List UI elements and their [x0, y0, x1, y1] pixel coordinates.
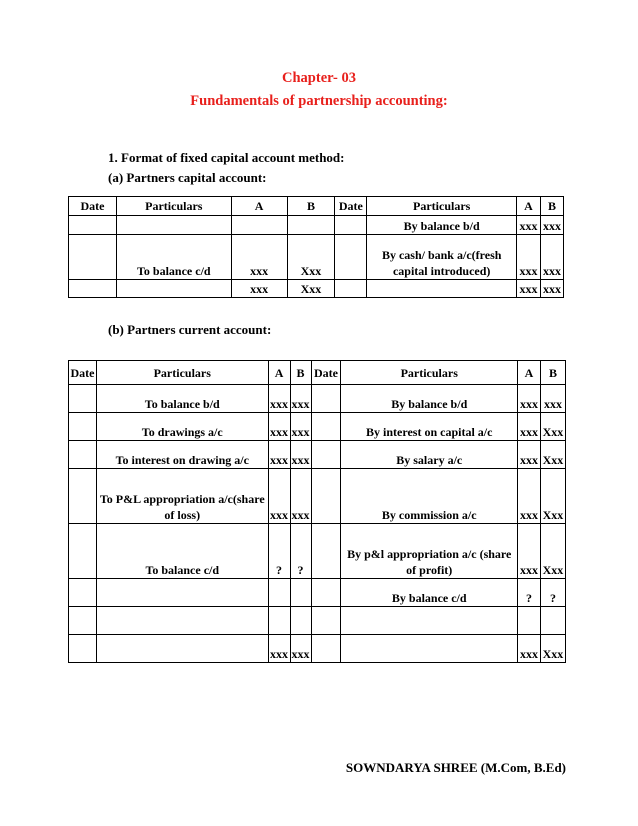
table-cell [335, 216, 367, 235]
table-cell [69, 216, 117, 235]
table-cell: xxx [540, 235, 563, 280]
col-header-b: B [540, 197, 563, 216]
table-cell [96, 607, 268, 635]
section-heading-capital-account: (a) Partners capital account: [108, 170, 267, 185]
table-cell: xxx [231, 280, 287, 298]
table-cell [311, 607, 341, 635]
table-cell: Xxx [540, 635, 565, 663]
table-cell: Xxx [540, 524, 565, 579]
table-cell: By commission a/c [341, 469, 518, 524]
table-cell [335, 280, 367, 298]
table-cell: xxx [290, 413, 311, 441]
author-footer: SOWNDARYA SHREE (M.Com, B.Ed) [345, 760, 566, 775]
table-cell [69, 579, 97, 607]
chapter-subtitle: Fundamentals of partnership accounting: [190, 93, 448, 109]
table-cell: Xxx [540, 469, 565, 524]
table-cell: ? [540, 579, 565, 607]
col-header-particulars: Particulars [367, 197, 517, 216]
col-header-b: B [290, 361, 311, 385]
table-cell [290, 579, 311, 607]
table-cell [69, 441, 97, 469]
table-cell: To interest on drawing a/c [96, 441, 268, 469]
table-cell: Xxx [287, 280, 335, 298]
table-cell [518, 607, 541, 635]
col-header-b: B [540, 361, 565, 385]
table-row [69, 385, 566, 413]
table-cell: xxx [518, 413, 541, 441]
table-cell: xxx [540, 216, 563, 235]
col-header-a: A [517, 197, 541, 216]
table-cell: Xxx [287, 235, 335, 280]
col-header-a: A [518, 361, 541, 385]
table-cell: To balance b/d [96, 385, 268, 413]
table-cell: xxx [517, 235, 541, 280]
section-heading-current-account: (b) Partners current account: [108, 322, 272, 337]
table-cell [96, 579, 268, 607]
table-cell: xxx [517, 216, 541, 235]
table-cell: To drawings a/c [96, 413, 268, 441]
table-header-row [69, 361, 566, 385]
col-header-particulars: Particulars [116, 197, 231, 216]
table-cell: xxx [268, 441, 290, 469]
col-header-particulars: Particulars [96, 361, 268, 385]
table-cell [341, 607, 518, 635]
table-cell: xxx [518, 469, 541, 524]
table-cell: By interest on capital a/c [341, 413, 518, 441]
col-header-date: Date [335, 197, 367, 216]
col-header-b: B [287, 197, 335, 216]
table-cell: By balance b/d [367, 216, 517, 235]
table-cell: By salary a/c [341, 441, 518, 469]
table-row [69, 235, 564, 280]
table-cell: ? [268, 524, 290, 579]
table-cell [116, 280, 231, 298]
table-cell: xxx [268, 413, 290, 441]
table-cell: xxx [540, 280, 563, 298]
table-cell [540, 607, 565, 635]
table-cell [116, 216, 231, 235]
table-cell [290, 607, 311, 635]
table-cell [311, 413, 341, 441]
table-cell [311, 635, 341, 663]
table-cell [311, 579, 341, 607]
table-cell: To balance c/d [116, 235, 231, 280]
capital-account-table [68, 196, 564, 298]
table-cell: By balance c/d [341, 579, 518, 607]
table-row [69, 216, 564, 235]
table-row [69, 469, 566, 524]
table-cell [268, 579, 290, 607]
section-heading-fixed-capital: 1. Format of fixed capital account method: [108, 150, 345, 165]
table-row [69, 635, 566, 663]
table-cell: xxx [540, 385, 565, 413]
table-cell [69, 280, 117, 298]
table-cell [69, 413, 97, 441]
table-cell: Xxx [540, 441, 565, 469]
table-cell: xxx [518, 524, 541, 579]
table-cell: xxx [290, 635, 311, 663]
table-cell: xxx [290, 469, 311, 524]
col-header-date: Date [69, 361, 97, 385]
table-cell: xxx [268, 385, 290, 413]
table-cell [69, 635, 97, 663]
table-row [69, 579, 566, 607]
table-cell: xxx [268, 635, 290, 663]
table-cell: ? [290, 524, 311, 579]
col-header-date: Date [69, 197, 117, 216]
table-cell [96, 635, 268, 663]
table-cell: xxx [517, 280, 541, 298]
table-cell [311, 385, 341, 413]
chapter-title: Chapter- 03 [282, 70, 356, 86]
col-header-date: Date [311, 361, 341, 385]
table-cell [231, 216, 287, 235]
table-row [69, 441, 566, 469]
table-cell [268, 607, 290, 635]
table-cell [69, 385, 97, 413]
table-cell: Xxx [540, 413, 565, 441]
table-cell: xxx [518, 441, 541, 469]
table-cell: xxx [290, 441, 311, 469]
table-row [69, 607, 566, 635]
table-cell: xxx [231, 235, 287, 280]
table-cell: xxx [290, 385, 311, 413]
table-cell [311, 524, 341, 579]
table-cell [335, 235, 367, 280]
table-cell [367, 280, 517, 298]
table-cell: xxx [518, 635, 541, 663]
table-cell: By cash/ bank a/c(fresh capital introduced) [367, 235, 517, 280]
table-cell [287, 216, 335, 235]
col-header-particulars: Particulars [341, 361, 518, 385]
table-cell [341, 635, 518, 663]
col-header-a: A [268, 361, 290, 385]
table-cell: xxx [268, 469, 290, 524]
table-cell: By p&l appropriation a/c (share of profit) [341, 524, 518, 579]
table-cell [311, 441, 341, 469]
table-cell: To balance c/d [96, 524, 268, 579]
table-cell [69, 524, 97, 579]
col-header-a: A [231, 197, 287, 216]
current-account-table [68, 360, 566, 663]
table-row [69, 524, 566, 579]
table-row [69, 413, 566, 441]
table-cell [69, 607, 97, 635]
table-cell: ? [518, 579, 541, 607]
table-cell [69, 235, 117, 280]
table-header-row [69, 197, 564, 216]
table-row [69, 280, 564, 298]
table-cell: To P&L appropriation a/c(share of loss) [96, 469, 268, 524]
table-cell: xxx [518, 385, 541, 413]
table-cell [311, 469, 341, 524]
table-cell [69, 469, 97, 524]
table-cell: By balance b/d [341, 385, 518, 413]
